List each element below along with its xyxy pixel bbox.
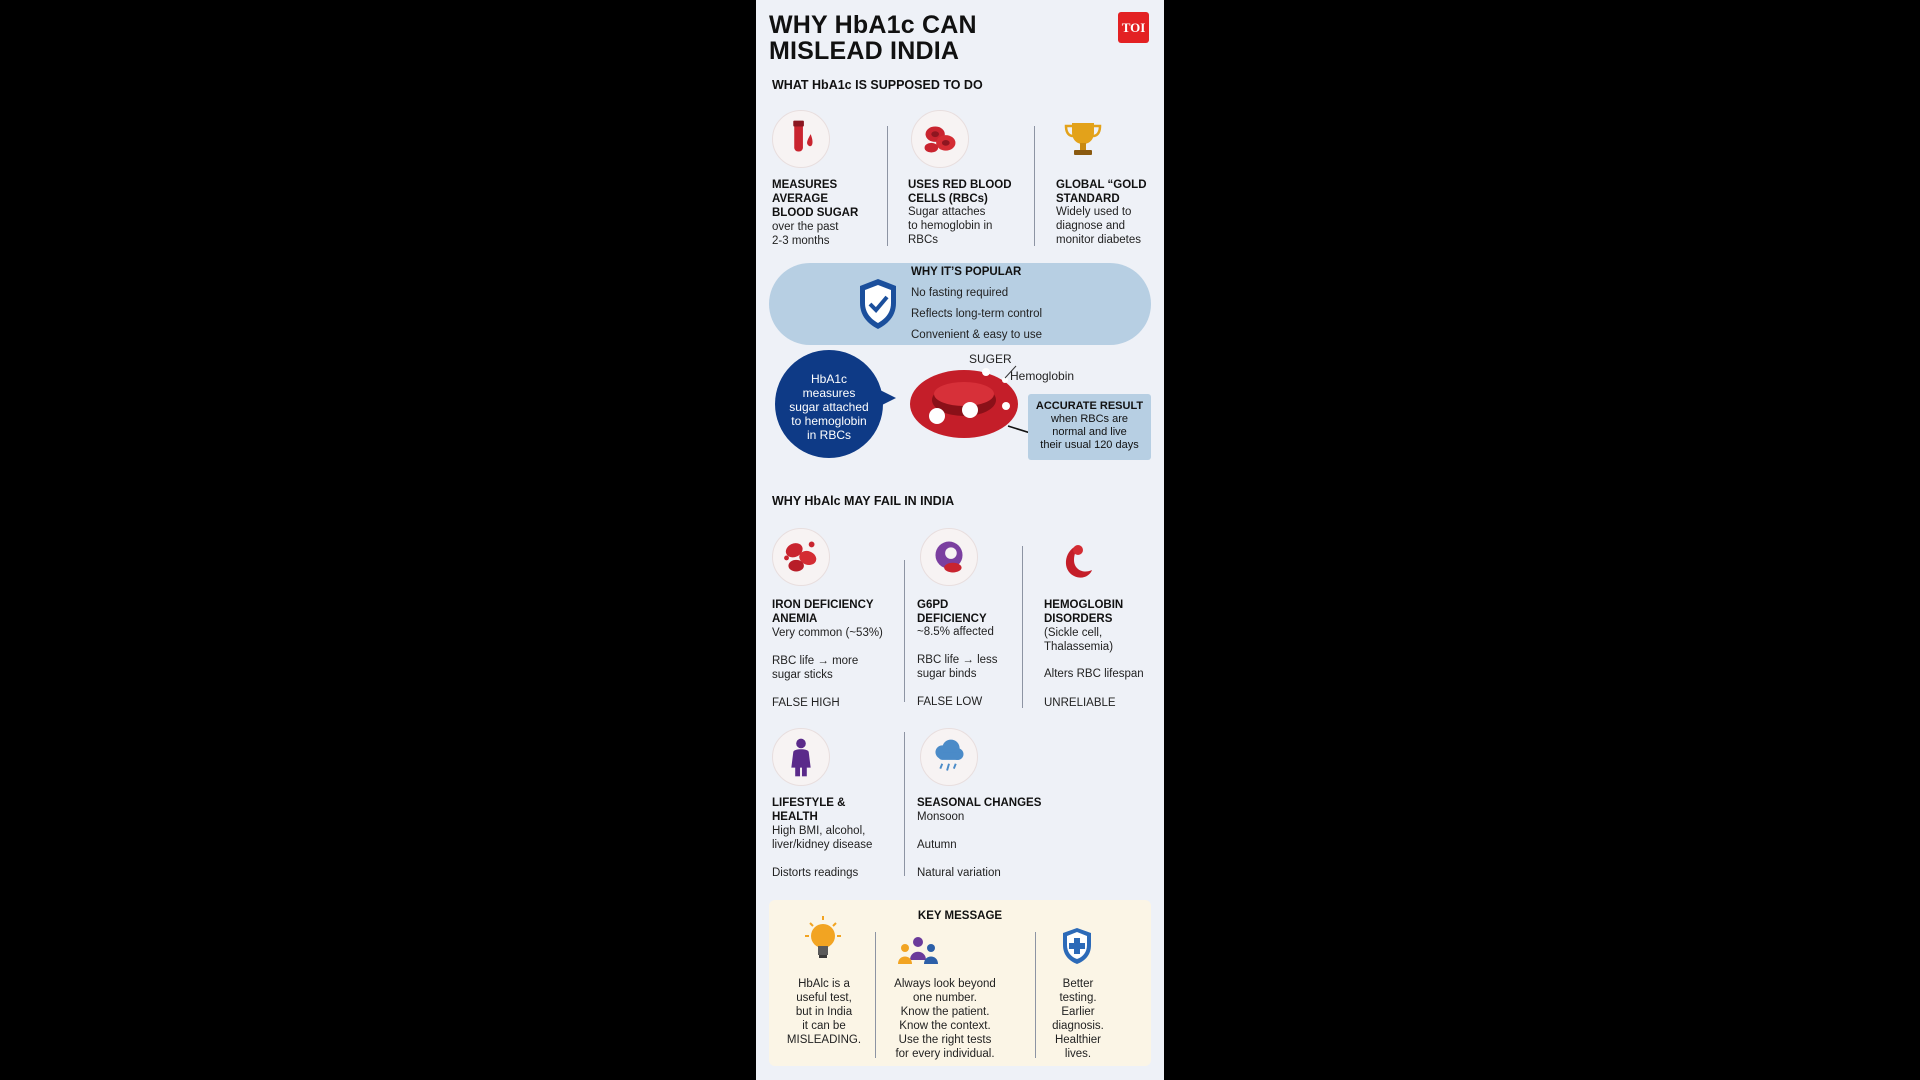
fail-item-2-line2: RBC life → less sugar binds bbox=[917, 654, 998, 680]
section-heading-fail: WHY HbAlc MAY FAIL IN INDIA bbox=[772, 494, 955, 508]
fail-item-5-line1: Monsoon bbox=[917, 811, 965, 823]
fail-item-5-line3: Natural variation bbox=[917, 867, 1001, 879]
blood-vial-icon bbox=[772, 110, 830, 168]
divider bbox=[904, 732, 905, 876]
divider bbox=[904, 560, 905, 702]
section-heading-supposed: WHAT HbA1c IS SUPPOSED TO DO bbox=[772, 78, 983, 92]
lightbulb-icon bbox=[797, 910, 849, 968]
accurate-result-box: ACCURATE RESULT when RBCs are normal and live their usual 120 days bbox=[1028, 394, 1151, 460]
supposed-item-3-text: Widely used to diagnose and monitor diabetes bbox=[1056, 206, 1142, 246]
divider bbox=[887, 126, 888, 246]
medical-shield-icon bbox=[1061, 926, 1093, 966]
suger-label: SUGER bbox=[969, 352, 1012, 366]
fail-item-3-line2: Alters RBC lifespan bbox=[1044, 668, 1144, 680]
trophy-icon bbox=[1054, 110, 1112, 168]
supposed-item-1-text: over the past 2-3 months bbox=[772, 221, 839, 247]
page-title: WHY HbA1c CAN MISLEAD INDIA bbox=[769, 11, 977, 65]
infographic-panel bbox=[756, 0, 1164, 1080]
people-group-icon bbox=[895, 934, 941, 970]
popular-item: Convenient & easy to use bbox=[911, 329, 1043, 341]
shield-check-icon bbox=[857, 277, 899, 331]
toi-logo: TOI bbox=[1118, 12, 1149, 43]
fail-item-3-line1: (Sickle cell, Thalassemia) bbox=[1044, 627, 1114, 653]
fail-item-5-title: SEASONAL CHANGES bbox=[917, 797, 1042, 809]
popular-item: Reflects long-term control bbox=[911, 308, 1043, 320]
fail-item-4-line2: Distorts readings bbox=[772, 867, 859, 879]
popular-item: No fasting required bbox=[911, 287, 1009, 299]
fail-item-5-line2: Autumn bbox=[917, 839, 957, 851]
fail-item-2-line1: ~8.5% affected bbox=[917, 626, 994, 638]
why-popular-box bbox=[769, 263, 1151, 345]
key-message-2: Always look beyond one number. Know the patient. Know the context. Use the right tests for every individual. bbox=[894, 978, 996, 1060]
person-icon bbox=[772, 728, 830, 786]
why-popular-title: WHY IT’S POPULAR bbox=[911, 266, 1022, 278]
divider bbox=[875, 932, 876, 1058]
hemoglobin-label: Hemoglobin bbox=[1010, 369, 1075, 383]
fail-item-1-line2: RBC life → more sugar sticks bbox=[772, 655, 859, 681]
g6pd-cell-icon bbox=[920, 528, 978, 586]
key-message-box bbox=[769, 900, 1151, 1066]
fail-item-3-title: HEMOGLOBIN DISORDERS bbox=[1044, 599, 1124, 625]
fail-item-3-result: UNRELIABLE bbox=[1044, 697, 1116, 709]
supposed-item-3-title: GLOBAL “GOLD STANDARD bbox=[1056, 179, 1147, 205]
divider bbox=[1034, 126, 1035, 246]
divider bbox=[1022, 546, 1023, 708]
key-message-3: Better testing. Earlier diagnosis. Healthier lives. bbox=[1052, 978, 1104, 1060]
key-message-1: HbAlc is a useful test, but in India it can be MISLEADING. bbox=[786, 978, 862, 1046]
fail-item-2-result: FALSE LOW bbox=[917, 696, 983, 708]
supposed-item-1-title: MEASURES AVERAGE BLOOD SUGAR bbox=[772, 179, 859, 219]
fail-item-2-title: G6PD DEFICIENCY bbox=[917, 599, 987, 625]
rain-cloud-icon bbox=[920, 728, 978, 786]
anemia-cells-icon bbox=[772, 528, 830, 586]
fail-item-4-title: LIFESTYLE & HEALTH bbox=[772, 797, 846, 823]
divider bbox=[1035, 932, 1036, 1058]
fail-item-1-line1: Very common (~53%) bbox=[772, 627, 883, 639]
fail-item-1-result: FALSE HIGH bbox=[772, 697, 840, 709]
fail-item-4-line1: High BMI, alcohol, liver/kidney disease bbox=[772, 825, 873, 851]
fail-item-1-title: IRON DEFICIENCY ANEMIA bbox=[772, 599, 874, 625]
sickle-cell-icon bbox=[1050, 534, 1108, 592]
supposed-item-2-title: USES RED BLOOD CELLS (RBCs) bbox=[908, 179, 1012, 205]
bubble-pointer bbox=[876, 388, 896, 408]
hba1c-explainer-bubble: HbA1c measures sugar attached to hemoglobin in RBCs bbox=[775, 350, 883, 458]
key-message-heading: KEY MESSAGE bbox=[917, 910, 1003, 922]
red-blood-cells-icon bbox=[911, 110, 969, 168]
supposed-item-2-text: Sugar attaches to hemoglobin in RBCs bbox=[908, 206, 993, 246]
